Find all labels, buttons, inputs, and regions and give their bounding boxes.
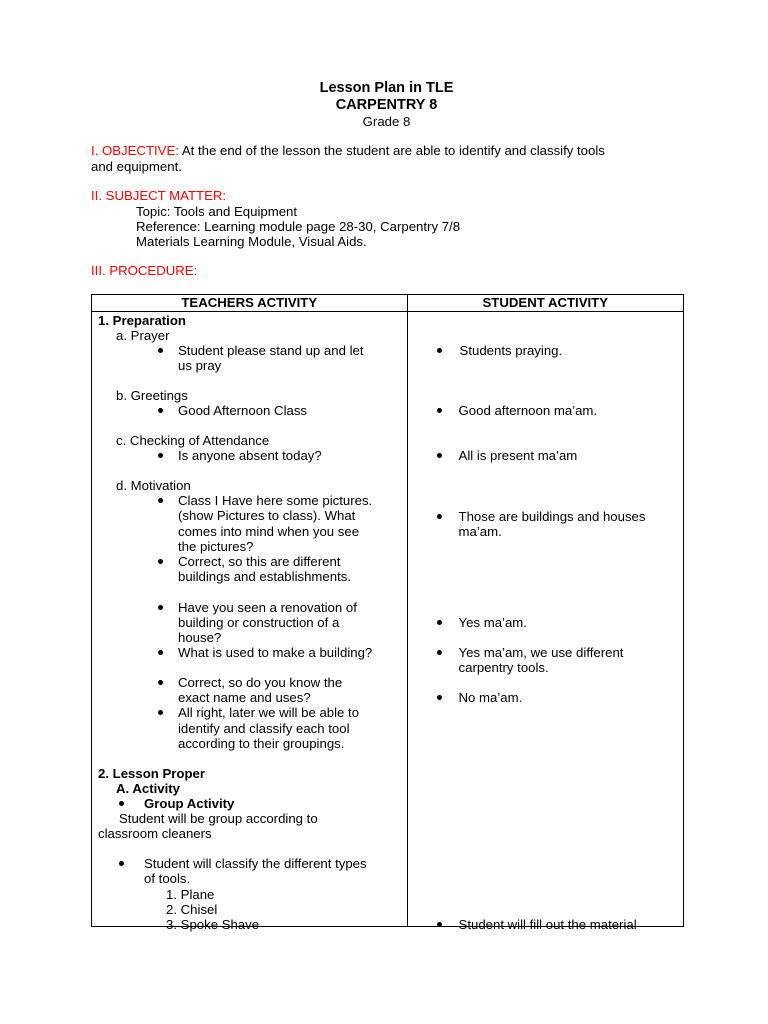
group-activity-line-2: classroom cleaners <box>98 826 212 841</box>
motivation-item-3-line-3: house? <box>178 630 222 645</box>
tool-item-3: 3. Spoke Shave <box>166 917 260 932</box>
group-activity-heading: Group Activity <box>144 796 235 811</box>
motivation-item-1-line-4: the pictures? <box>178 539 254 554</box>
motivation-item-6-line-1: All right, later we will be able to <box>178 705 360 720</box>
prayer-item-line-2: us pray <box>178 358 222 373</box>
tool-item-2: 2. Chisel <box>166 902 218 917</box>
student-activity-header: STUDENT ACTIVITY <box>407 295 683 312</box>
student-response-4-line-2: ma’am. <box>458 524 502 539</box>
student-response-4-line-1: Those are buildings and houses <box>458 509 646 524</box>
motivation-heading: d. Motivation <box>116 478 191 493</box>
attendance-heading: c. Checking of Attendance <box>116 433 270 448</box>
motivation-item-1-line-2: (show Pictures to class). What <box>178 508 356 523</box>
motivation-item-2-line-2: buildings and establishments. <box>178 569 352 584</box>
activity-heading: A. Activity <box>116 781 180 796</box>
motivation-item-5-line-1: Correct, so do you know the <box>178 675 343 690</box>
motivation-item-4: What is used to make a building? <box>178 645 373 660</box>
preparation-heading: 1. Preparation <box>98 313 186 328</box>
classify-line-1: Student will classify the different types <box>144 856 367 871</box>
subject-topic: Topic: Tools and Equipment <box>136 204 298 219</box>
greetings-heading: b. Greetings <box>116 388 188 403</box>
student-response-6-line-2: carpentry tools. <box>458 660 549 675</box>
subject-matter-label: II. SUBJECT MATTER: <box>91 188 227 203</box>
student-response-3: All is present ma’am <box>458 448 578 463</box>
grade-label: Grade 8 <box>362 114 411 129</box>
prayer-item-line-1: Student please stand up and let <box>178 343 364 358</box>
motivation-item-6-line-2: identify and classify each tool <box>178 721 350 736</box>
student-activity-cell <box>407 312 683 932</box>
motivation-item-3-line-2: building or construction of a <box>178 615 340 630</box>
procedure-label: III. PROCEDURE: <box>91 263 198 278</box>
attendance-item: Is anyone absent today? <box>178 448 322 463</box>
student-response-6-line-1: Yes ma’am, we use different <box>458 645 624 660</box>
procedure-table <box>91 294 684 932</box>
motivation-item-6-line-3: according to their groupings. <box>178 736 345 751</box>
group-activity-line-1: Student will be group according to <box>119 811 318 826</box>
objective-text-2: and equipment. <box>91 159 182 174</box>
tool-item-1: 1. Plane <box>166 887 215 902</box>
teacher-activity-cell <box>92 312 408 932</box>
objective-text-1: At the end of the lesson the student are able to identify and classify tools <box>178 143 605 158</box>
subject-reference: Reference: Learning module page 28-30, Carpentry 7/8 <box>136 219 461 234</box>
motivation-item-5-line-2: exact name and uses? <box>178 690 311 705</box>
page-subtitle: CARPENTRY 8 <box>335 97 438 113</box>
student-response-8: Student will fill out the material <box>458 917 637 932</box>
motivation-item-2-line-1: Correct, so this are different <box>178 554 341 569</box>
objective-line-1 <box>91 143 605 158</box>
student-response-1: Students praying. <box>459 343 563 358</box>
motivation-item-1-line-3: comes into mind when you see <box>178 524 360 539</box>
subject-materials: Materials Learning Module, Visual Aids. <box>136 234 367 249</box>
student-response-2: Good afternoon ma’am. <box>458 403 598 418</box>
objective-label: I. OBJECTIVE: <box>91 143 179 158</box>
student-response-7: No ma’am. <box>458 690 523 705</box>
prayer-heading: a. Prayer <box>116 328 170 343</box>
lesson-proper-heading: 2. Lesson Proper <box>98 766 206 781</box>
classify-line-2: of tools. <box>144 871 191 886</box>
motivation-item-1-line-1: Class I Have here some pictures. <box>178 493 373 508</box>
teachers-activity-header: TEACHERS ACTIVITY <box>92 295 408 312</box>
student-response-5: Yes ma’am. <box>458 615 527 630</box>
greetings-item: Good Afternoon Class <box>178 403 308 418</box>
page-title: Lesson Plan in TLE <box>319 80 454 96</box>
motivation-item-3-line-1: Have you seen a renovation of <box>178 600 357 615</box>
